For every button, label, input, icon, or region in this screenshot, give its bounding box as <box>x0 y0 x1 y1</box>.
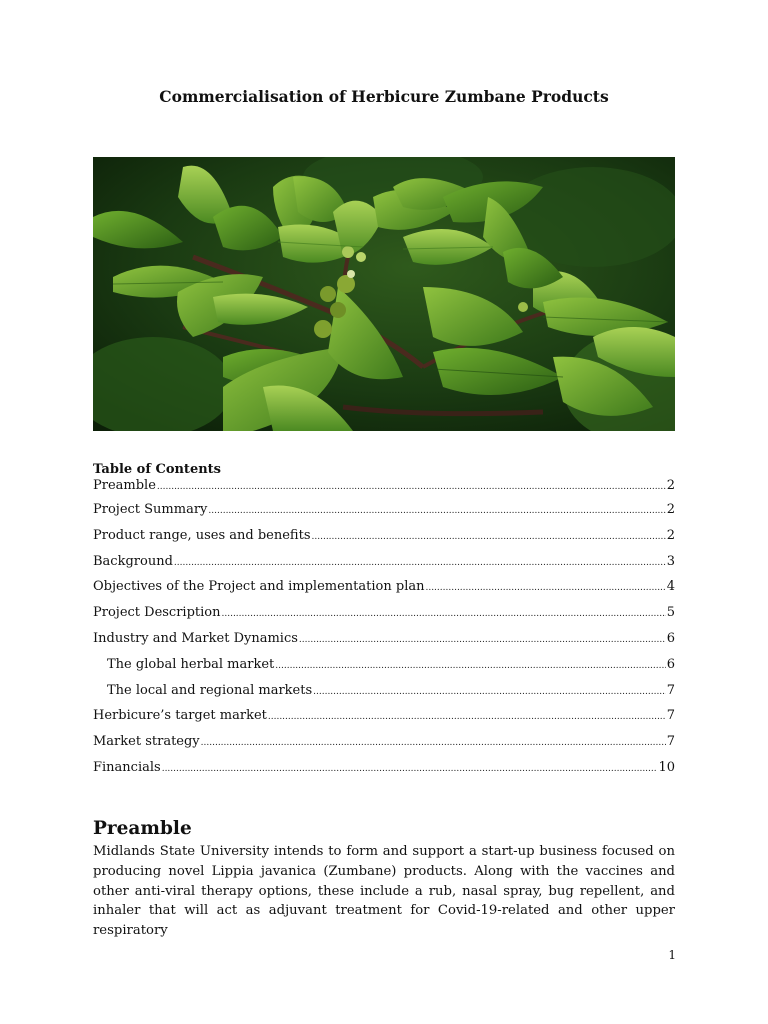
toc-entry-page: 7 <box>666 734 675 750</box>
toc-entry-label: The global herbal market <box>107 656 275 672</box>
toc-entry-page: 2 <box>666 502 675 517</box>
toc-entry-page: 2 <box>666 527 675 543</box>
toc-entry-page: 3 <box>666 553 675 569</box>
toc-entry-page: 7 <box>666 682 675 698</box>
toc-entry-label: Project Description <box>93 605 221 621</box>
page-number: 1 <box>668 948 676 962</box>
toc-leader-dots <box>222 605 666 620</box>
toc-leader-dots <box>162 760 658 775</box>
preamble-body: Midlands State University intends to form and support a start-up business focused on producing novel Lippia javanica (Zumbane) products. Along with the vaccines and other anti-viral therapy options, these include a rub, nasal spray, bug repellent, and inhaler that will act as adjuvant treatment for Covid-19-related and other upper respiratory <box>93 844 675 939</box>
toc-entry-page: 6 <box>666 656 675 672</box>
toc-entry-label: Objectives of the Project and implementation plan <box>93 579 425 595</box>
toc-leader-dots <box>208 502 665 517</box>
preamble-heading: Preamble <box>93 818 192 839</box>
toc-entry-industry-market[interactable] <box>93 631 675 657</box>
toc-leader-dots <box>268 708 666 723</box>
toc-entry-label: Market strategy <box>93 734 200 750</box>
toc-entry-project-description[interactable] <box>93 605 675 631</box>
plant-photo <box>93 157 675 431</box>
toc-leader-dots <box>299 631 666 646</box>
toc-entry-market-strategy[interactable] <box>93 734 675 760</box>
toc-entry-local-regional-markets[interactable] <box>93 683 675 709</box>
toc-entry-label: Project Summary <box>93 502 208 517</box>
toc-entry-page: 4 <box>666 579 675 595</box>
toc-heading: Table of Contents <box>93 462 221 477</box>
toc-entry-page: 10 <box>658 759 675 775</box>
toc-entry-label: Product range, uses and benefits <box>93 527 311 543</box>
toc-entry-page: 5 <box>666 605 675 621</box>
toc-entry-background[interactable] <box>93 554 675 580</box>
toc-entry-product-range[interactable] <box>93 528 675 554</box>
toc-entry-preamble[interactable] <box>93 478 675 502</box>
toc-leader-dots <box>425 579 665 594</box>
toc-entry-page: 7 <box>666 708 675 724</box>
toc-entry-label: Background <box>93 553 173 569</box>
toc-entry-label: The local and regional markets <box>107 682 313 698</box>
toc-leader-dots <box>313 683 666 698</box>
toc-entry-objectives[interactable] <box>93 579 675 605</box>
toc-leader-dots <box>312 528 666 543</box>
document-title: Commercialisation of Herbicure Zumbane Products <box>159 87 609 106</box>
toc-leader-dots <box>174 554 666 569</box>
table-of-contents <box>93 478 675 786</box>
toc-entry-label: Financials <box>93 759 161 775</box>
toc-entry-page: 2 <box>666 478 675 493</box>
toc-leader-dots <box>275 657 665 672</box>
toc-entry-label: Industry and Market Dynamics <box>93 630 298 646</box>
toc-entry-target-market[interactable] <box>93 708 675 734</box>
toc-entry-global-herbal-market[interactable] <box>93 657 675 683</box>
toc-entry-label: Herbicure’s target market <box>93 708 267 724</box>
toc-entry-label: Preamble <box>93 478 156 493</box>
toc-entry-page: 6 <box>666 630 675 646</box>
toc-leader-dots <box>157 478 666 493</box>
toc-leader-dots <box>201 734 666 749</box>
toc-entry-project-summary[interactable] <box>93 502 675 528</box>
toc-entry-financials[interactable] <box>93 760 675 786</box>
